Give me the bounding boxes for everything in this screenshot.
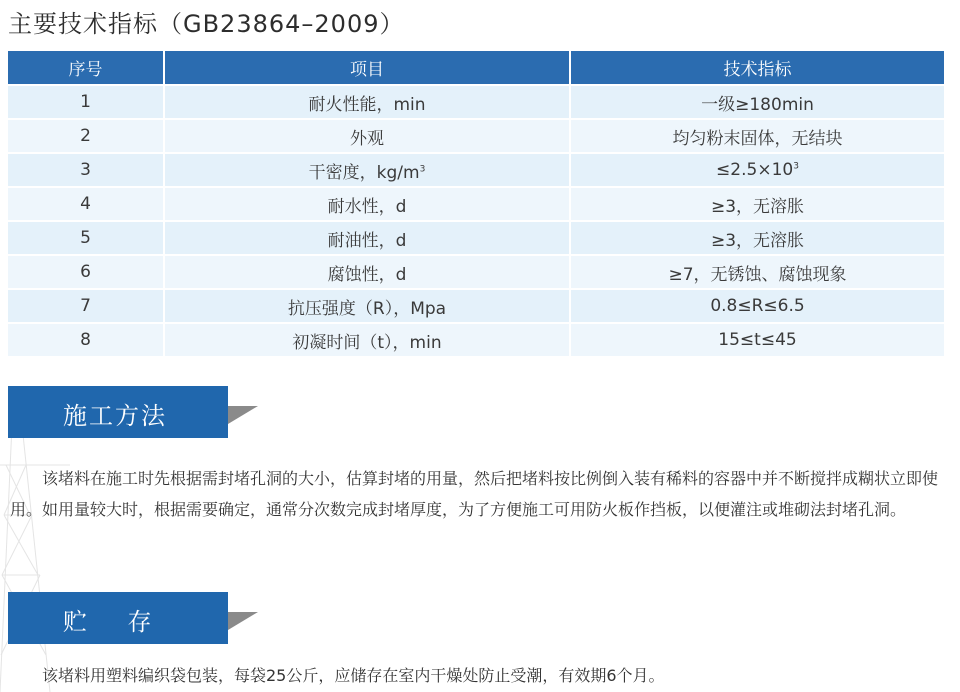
- cell-item: 耐水性，d: [165, 188, 571, 222]
- table-row: [8, 86, 944, 120]
- spec-text: ≤2.5×10: [716, 160, 794, 180]
- spec-superscript: 3: [793, 161, 799, 172]
- storage-heading: 贮 存: [63, 608, 154, 636]
- header-no: 序号: [8, 51, 165, 86]
- cell-no: 6: [8, 256, 165, 290]
- cell-spec: 均匀粉末固体，无结块: [571, 120, 944, 154]
- cell-no: 1: [8, 86, 165, 120]
- cell-item: 外观: [165, 120, 571, 154]
- storage-section-header: [8, 592, 258, 644]
- construction-paragraph: [10, 463, 946, 525]
- cell-spec: 15≤t≤45: [571, 324, 944, 358]
- construction-text: 该堵料在施工时先根据需封堵孔洞的大小，估算封堵的用量，然后把堵料按比例倒入装有稀料的容器中并不断搅拌成糊状立即使用。如用量较大时，根据需要确定，通常分次数完成封堵厚度，为了方便施工可用防火板作挡板，以便灌注或堆砌法封堵孔洞。: [10, 469, 939, 519]
- table-row: [8, 222, 944, 256]
- table-row: [8, 290, 944, 324]
- cell-spec: ≥3，无溶胀: [571, 188, 944, 222]
- storage-paragraph: [10, 660, 946, 691]
- table-row: [8, 154, 944, 188]
- section-header-tail: [228, 612, 258, 630]
- table-header-row: [8, 51, 944, 86]
- cell-spec: 0.8≤R≤6.5: [571, 290, 944, 324]
- cell-no: 7: [8, 290, 165, 324]
- table-row: [8, 120, 944, 154]
- item-text: 干密度，kg/m: [308, 162, 420, 183]
- cell-spec: ≥3，无溶胀: [571, 222, 944, 256]
- cell-spec: [571, 154, 944, 188]
- header-item: 项目: [165, 51, 571, 86]
- table-row: [8, 188, 944, 222]
- table-row: [8, 256, 944, 290]
- cell-item: 耐油性，d: [165, 222, 571, 256]
- construction-section-header: [8, 386, 258, 438]
- cell-spec: ≥7，无锈蚀、腐蚀现象: [571, 256, 944, 290]
- cell-spec: 一级≥180min: [571, 86, 944, 120]
- cell-item: 抗压强度（R），Mpa: [165, 290, 571, 324]
- section-header-tail: [228, 406, 258, 424]
- cell-no: 5: [8, 222, 165, 256]
- item-superscript: 3: [419, 163, 426, 174]
- cell-item: 初凝时间（t），min: [165, 324, 571, 358]
- spec-table: [8, 51, 944, 358]
- cell-no: 2: [8, 120, 165, 154]
- cell-item: 腐蚀性，d: [165, 256, 571, 290]
- header-spec: 技术指标: [571, 51, 944, 86]
- cell-no: 8: [8, 324, 165, 358]
- page-title: 主要技术指标（GB23864–2009）: [8, 10, 405, 38]
- storage-text: 该堵料用塑料编织袋包装，每袋25公斤，应储存在室内干燥处防止受潮，有效期6个月。: [42, 666, 665, 685]
- cell-no: 4: [8, 188, 165, 222]
- table-row: [8, 324, 944, 358]
- cell-no: 3: [8, 154, 165, 188]
- cell-item: [165, 154, 571, 188]
- construction-heading: 施工方法: [63, 402, 167, 430]
- cell-item: 耐火性能，min: [165, 86, 571, 120]
